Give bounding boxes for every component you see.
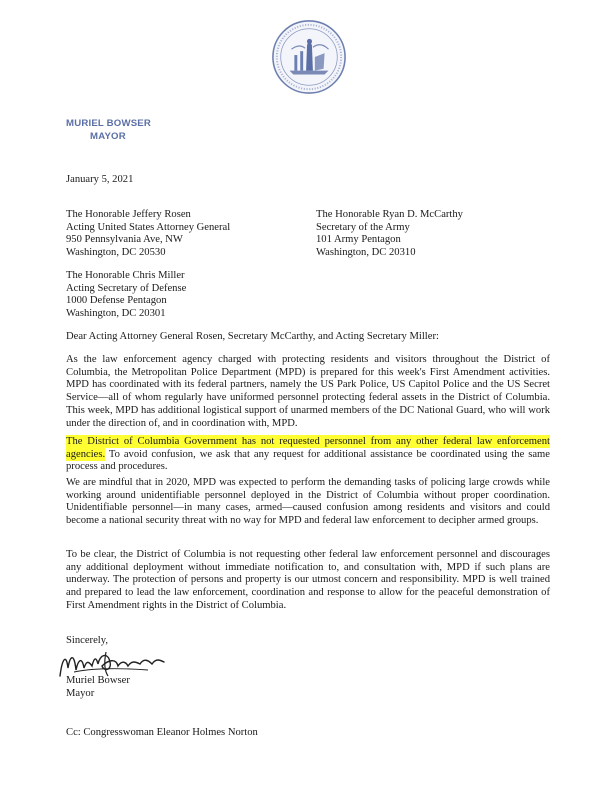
addressee-line: The Honorable Jeffery Rosen [66, 209, 191, 220]
addressee-line: Acting Secretary of Defense [66, 282, 187, 294]
highlighted-text: The District of Columbia Government has not requested personnel from any other federal law enforcement agencies. [66, 436, 550, 460]
addressee-line: Washington, DC 20530 [66, 247, 166, 259]
closing: Sincerely, [66, 635, 108, 646]
addressee-line: 101 Army Pentagon [316, 234, 401, 246]
addressee-rosen [66, 209, 230, 260]
signer-name: Muriel Bowser [66, 675, 130, 686]
addressee-line: Washington, DC 20310 [316, 247, 416, 259]
dc-seal-icon [270, 18, 348, 96]
mayor-name: MURIEL BOWSER [66, 118, 152, 129]
signer-block [66, 675, 130, 700]
paragraph-4: To be clear, the District of Columbia is not requesting other federal law enforcement personnel and discourages any additional deployment without immediate notification to, and consultation with, MPD if such plans are underway. The protection of persons and property is our utmost concern and responsibility. MPD is well trained and prepared to lead the law enforcement, coordination and response to allow for the peaceful demonstration of First Amendment rights in the District of Columbia. [66, 549, 550, 611]
addressee-line: The Honorable Chris Miller [66, 270, 185, 281]
signer-title: Mayor [66, 687, 95, 699]
addressee-line: Secretary of the Army [316, 221, 410, 233]
addressee-line: Washington, DC 20301 [66, 308, 166, 320]
addressee-line: Acting United States Attorney General [66, 221, 231, 233]
addressee-line: 1000 Defense Pentagon [66, 295, 167, 307]
salutation: Dear Acting Attorney General Rosen, Secretary McCarthy, and Acting Secretary Miller: [66, 331, 439, 342]
addressee-mccarthy [316, 209, 463, 260]
paragraph-3: We are mindful that in 2020, MPD was expected to perform the demanding tasks of policing large crowds while working around unidentifiable personnel deployed in the District of Columbia without proper coordination. Unidentifiable personnel—in many cases, armed—caused confusion among residents and visitors and could become a national security threat with no way for MPD and federal law enforcement to decipher armed groups. [66, 477, 550, 527]
letter-date: January 5, 2021 [66, 174, 134, 185]
addressee-line: The Honorable Ryan D. McCarthy [316, 209, 463, 220]
paragraph-2-rest: To avoid confusion, we ask that any request for additional assistance be coordinated using the same process and procedures. [66, 448, 550, 473]
paragraph-1: As the law enforcement agency charged with protecting residents and visitors throughout the District of Columbia, the Metropolitan Police Department (MPD) is prepared for this week's First Amendment activities. MPD has coordinated with its federal partners, namely the US Park Police, US Capitol Police and the US Secret Service—all of whom regularly have uniformed personnel protecting federal assets in the District of Columbia. This week, MPD has additional logistical support of unarmed members of the DC National Guard, who will work under the direction of, and in coordination with, MPD. [66, 354, 550, 429]
letterhead [66, 117, 151, 143]
addressee-line: 950 Pennsylvania Ave, NW [66, 234, 183, 246]
mayor-title: MAYOR [90, 131, 126, 142]
paragraph-2 [66, 436, 550, 474]
addressee-miller [66, 270, 186, 321]
cc-line: Cc: Congresswoman Eleanor Holmes Norton [66, 727, 258, 738]
